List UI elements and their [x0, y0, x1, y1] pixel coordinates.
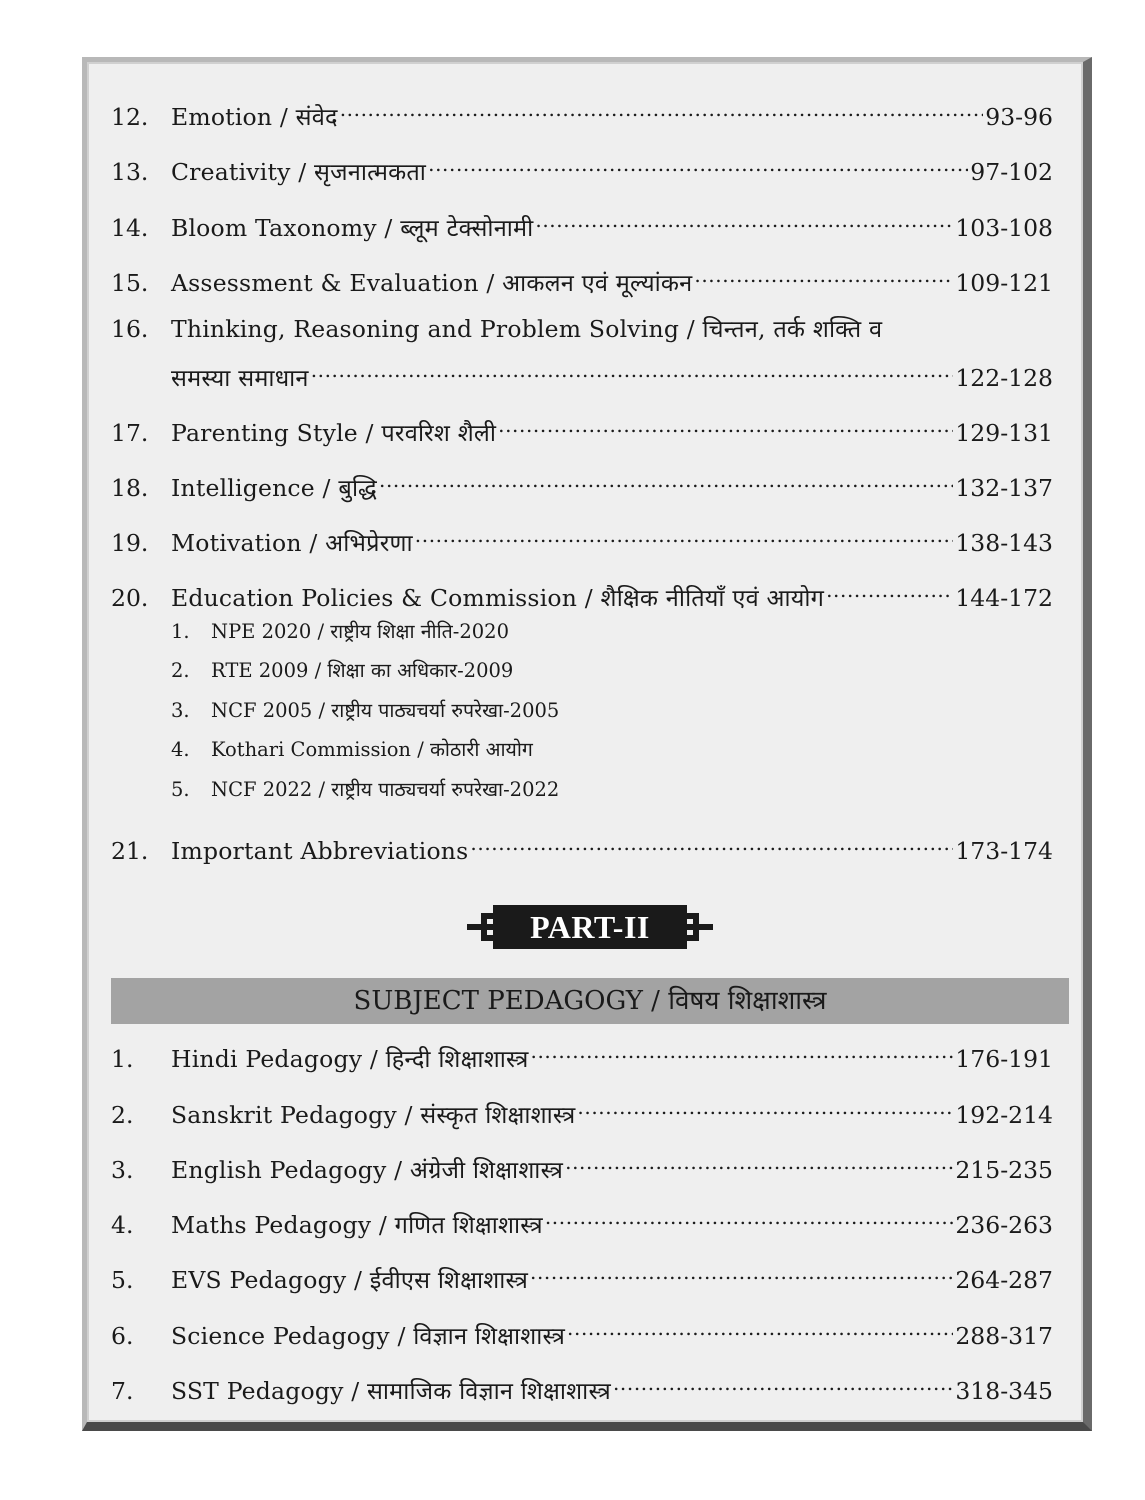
entry-title: Thinking, Reasoning and Problem Solving / चिन्तन, तर्क शक्ति व	[171, 315, 883, 343]
entry-number: 15.	[111, 269, 149, 297]
entry-title: Motivation / अभिप्रेरणा	[171, 529, 413, 557]
toc-subentry[interactable]	[171, 735, 533, 765]
entry-number: 20.	[111, 584, 149, 612]
entry-pages: 97-102	[970, 158, 1053, 186]
toc-entry-12[interactable]	[111, 91, 1053, 131]
ornament-right-icon	[679, 909, 715, 945]
entry-number: 6.	[111, 1322, 134, 1350]
toc-subentry[interactable]	[171, 656, 513, 686]
entry-number: 19.	[111, 529, 149, 557]
entry-title-continued: समस्या समाधान	[171, 364, 309, 392]
entry-number: 17.	[111, 419, 149, 447]
entry-number: 21.	[111, 837, 149, 865]
toc-entry-english[interactable]	[111, 1144, 1053, 1184]
entry-title: Important Abbreviations	[171, 837, 469, 865]
entry-number: 4.	[111, 1211, 134, 1239]
toc-entry-16[interactable]	[111, 312, 1053, 346]
entry-pages: 173-174	[955, 837, 1053, 865]
entry-number: 7.	[111, 1377, 134, 1405]
toc-entry-maths[interactable]	[111, 1199, 1053, 1239]
entry-number: 3.	[111, 1156, 134, 1184]
toc-subentry[interactable]	[171, 696, 559, 726]
entry-title: English Pedagogy / अंग्रेजी शिक्षाशास्त्र	[171, 1156, 564, 1184]
toc-subentry[interactable]	[171, 775, 559, 805]
entry-number: 18.	[111, 474, 149, 502]
leader-dots	[340, 91, 984, 125]
entry-number: 1.	[111, 1045, 134, 1073]
entry-pages: 109-121	[955, 269, 1053, 297]
toc-entry-15[interactable]	[111, 257, 1053, 297]
entry-title: EVS Pedagogy / ईवीएस शिक्षाशास्त्र	[171, 1266, 529, 1294]
subentry-title: NCF 2022 / राष्ट्रीय पाठ्यचर्या रुपरेखा-2022	[211, 778, 560, 801]
entry-pages: 215-235	[955, 1156, 1053, 1184]
leader-dots	[826, 572, 953, 606]
entry-pages: 318-345	[955, 1377, 1053, 1405]
page-frame	[82, 57, 1092, 1431]
subentry-number: 5.	[171, 778, 190, 801]
toc-entry-sst[interactable]	[111, 1365, 1053, 1405]
entry-title: Hindi Pedagogy / हिन्दी शिक्षाशास्त्र	[171, 1045, 529, 1073]
entry-title: Bloom Taxonomy / ब्लूम टेक्सोनामी	[171, 214, 534, 242]
section-header: SUBJECT PEDAGOGY / विषय शिक्षाशास्त्र	[111, 978, 1069, 1024]
part-title: PART-II	[493, 905, 687, 949]
leader-dots	[428, 146, 968, 180]
subentry-number: 4.	[171, 738, 190, 761]
entry-pages: 144-172	[955, 584, 1053, 612]
entry-pages: 236-263	[955, 1211, 1053, 1239]
subentry-number: 3.	[171, 699, 190, 722]
subentry-title: RTE 2009 / शिक्षा का अधिकार-2009	[211, 659, 514, 682]
subentry-title: Kothari Commission / कोठारी आयोग	[211, 738, 533, 761]
subentry-number: 1.	[171, 620, 190, 643]
toc-entry-19[interactable]	[111, 517, 1053, 557]
entry-pages: 129-131	[955, 419, 1053, 447]
entry-pages: 103-108	[955, 214, 1053, 242]
entry-number: 14.	[111, 214, 149, 242]
toc-entry-13[interactable]	[111, 146, 1053, 186]
entry-number: 12.	[111, 103, 149, 131]
leader-dots	[415, 517, 954, 551]
leader-dots	[311, 352, 954, 386]
toc-entry-16-continued[interactable]	[171, 352, 1053, 392]
entry-pages: 176-191	[955, 1045, 1053, 1073]
entry-title: Parenting Style / परवरिश शैली	[171, 419, 497, 447]
entry-title: Sanskrit Pedagogy / संस्कृत शिक्षाशास्त्र	[171, 1101, 576, 1129]
entry-title: Creativity / सृजनात्मकता	[171, 158, 427, 186]
subentry-title: NPE 2020 / राष्ट्रीय शिक्षा नीति-2020	[211, 620, 509, 643]
toc-entry-17[interactable]	[111, 407, 1053, 447]
toc-entry-21[interactable]	[111, 825, 1053, 865]
leader-dots	[565, 1144, 953, 1178]
leader-dots	[694, 257, 953, 291]
leader-dots	[379, 462, 953, 496]
toc-entry-hindi[interactable]	[111, 1033, 1053, 1073]
entry-number: 5.	[111, 1266, 134, 1294]
leader-dots	[535, 202, 953, 236]
entry-title: Science Pedagogy / विज्ञान शिक्षाशास्त्र	[171, 1322, 566, 1350]
entry-pages: 138-143	[955, 529, 1053, 557]
leader-dots	[531, 1033, 954, 1067]
entry-pages: 93-96	[985, 103, 1053, 131]
entry-number: 13.	[111, 158, 149, 186]
leader-dots	[530, 1254, 953, 1288]
toc-entry-sanskrit[interactable]	[111, 1089, 1053, 1129]
entry-number: 2.	[111, 1101, 134, 1129]
leader-dots	[613, 1365, 953, 1399]
leader-dots	[498, 407, 953, 441]
leader-dots	[577, 1089, 953, 1123]
entry-title: Maths Pedagogy / गणित शिक्षाशास्त्र	[171, 1211, 543, 1239]
leader-dots	[545, 1199, 954, 1233]
toc-entry-20[interactable]	[111, 572, 1053, 612]
entry-title: SST Pedagogy / सामाजिक विज्ञान शिक्षाशास्त्र	[171, 1377, 611, 1405]
toc-entry-evs[interactable]	[111, 1254, 1053, 1294]
part-banner	[465, 905, 715, 949]
entry-pages: 122-128	[955, 364, 1053, 392]
entry-pages: 192-214	[955, 1101, 1053, 1129]
entry-number: 16.	[111, 315, 149, 343]
entry-title: Intelligence / बुद्धि	[171, 474, 378, 502]
toc-entry-18[interactable]	[111, 462, 1053, 502]
toc-entry-14[interactable]	[111, 202, 1053, 242]
toc-subentry[interactable]	[171, 617, 509, 647]
subentry-title: NCF 2005 / राष्ट्रीय पाठ्यचर्या रुपरेखा-2005	[211, 699, 560, 722]
subentry-number: 2.	[171, 659, 190, 682]
entry-title: Emotion / संवेद	[171, 103, 338, 131]
entry-title: Education Policies & Commission / शैक्षिक नीतियाँ एवं आयोग	[171, 584, 825, 612]
leader-dots	[470, 825, 953, 859]
toc-entry-science[interactable]	[111, 1310, 1053, 1350]
entry-pages: 288-317	[955, 1322, 1053, 1350]
leader-dots	[567, 1310, 953, 1344]
entry-title: Assessment & Evaluation / आकलन एवं मूल्यांकन	[171, 269, 693, 297]
entry-pages: 132-137	[955, 474, 1053, 502]
entry-pages: 264-287	[955, 1266, 1053, 1294]
